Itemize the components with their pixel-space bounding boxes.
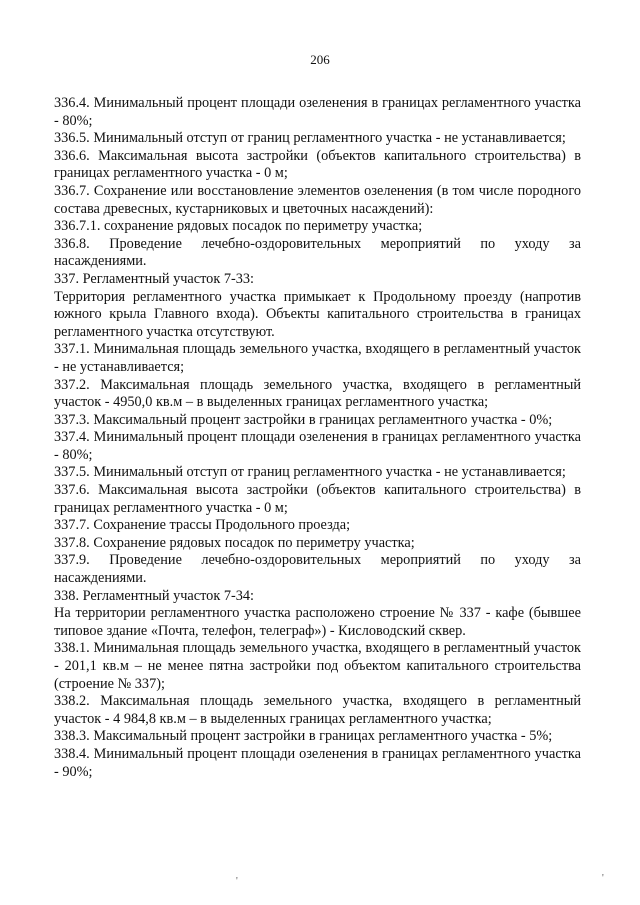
paragraph-337-7: 337.7. Сохранение трассы Продольного проезда; [54, 517, 351, 534]
paragraph-338-3: 338.3. Максимальный процент застройки в границах регламентного участка - 5%; [54, 728, 553, 745]
paragraph-337-6: 337.6. Максимальная высота застройки (объектов капитального строительства) в границах регламентного участка - 0 м; [54, 482, 581, 516]
paragraph-336-7-1: 336.7.1. сохранение рядовых посадок по периметру участка; [54, 218, 423, 235]
paragraph-336-4: 336.4. Минимальный процент площади озеленения в границах регламентного участка - 80%; [54, 95, 581, 129]
paragraph-336-7: 336.7. Сохранение или восстановление элементов озеленения (в том числе породного состава древесных, кустарниковых и цветочных насаждений): [54, 182, 581, 217]
paragraph-336-6: 336.6. Максимальная высота застройки (объектов капитального строительства) в границах регламентного участка - 0 м; [54, 147, 581, 182]
paragraph-337-1: 337.1. Минимальная площадь земельного участка, входящего в регламентный участок - не устанавливается; [54, 341, 581, 375]
heading-338: 338. Регламентный участок 7-34: [54, 587, 255, 604]
scan-mark-left: ' [236, 876, 238, 887]
paragraph-337-8: 337.8. Сохранение рядовых посадок по периметру участка; [54, 534, 415, 551]
paragraph-336-8: 336.8. Проведение лечебно-оздоровительных мероприятий по уходу за насаждениями. [54, 235, 581, 270]
paragraph-337-2: 337.2. Максимальная площадь земельного участка, входящего в регламентный участок - 4950,0 кв.м – в выделенных границах регламентного участка; [54, 376, 581, 411]
paragraph-337-9: 337.9. Проведение лечебно-оздоровительных мероприятий по уходу за насаждениями. [54, 552, 581, 587]
paragraph-337-4: 337.4. Минимальный процент площади озеленения в границах регламентного участка - 80%; [54, 429, 581, 463]
paragraph-336-5: 336.5. Минимальный отступ от границ регламентного участка - не устанавливается; [54, 130, 566, 147]
scan-mark-right: ' [602, 873, 604, 884]
heading-337: 337. Регламентный участок 7-33: [54, 270, 255, 287]
page-number: 206 [310, 52, 330, 67]
paragraph-338-4: 338.4. Минимальный процент площади озеленения в границах регламентного участка - 90%; [54, 745, 581, 780]
paragraph-338-1: 338.1. Минимальная площадь земельного участка, входящего в регламентный участок - 201,1 кв.м – не менее пятна застройки под объектом капитального строительства (строение № 337); [54, 640, 581, 692]
paragraph-338-intro: На территории регламентного участка расположено строение № 337 - кафе (бывшее типовое здание «Почта, телефон, телеграф») - Кисловодский сквер. [54, 605, 581, 639]
paragraph-337-5: 337.5. Минимальный отступ от границ регламентного участка - не устанавливается; [54, 464, 566, 481]
paragraph-337-intro: Территория регламентного участка примыкает к Продольному проезду (напротив южного крыла Главного входа). Объекты капитального строительства в границах регламентного участка отсутствуют. [54, 288, 581, 340]
paragraph-338-2: 338.2. Максимальная площадь земельного участка, входящего в регламентный участок - 4 984,8 кв.м – в выделенных границах регламентного участка; [54, 693, 581, 727]
document-body [54, 95, 581, 781]
paragraph-337-3: 337.3. Максимальный процент застройки в границах регламентного участка - 0%; [54, 411, 553, 428]
